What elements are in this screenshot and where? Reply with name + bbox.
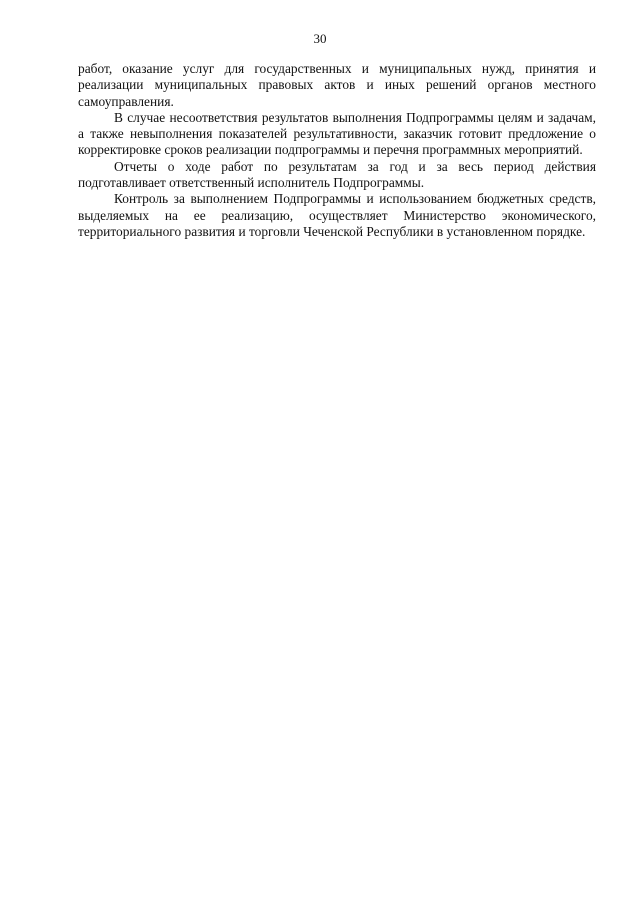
document-body xyxy=(78,61,596,240)
paragraph-control: Контроль за выполнением Подпрограммы и использованием бюджетных средств, выделяемых на ее реализацию, осуществляет Министерство экономического, территориального развития и торговли Чеченской Республики в установленном порядке. xyxy=(78,191,596,239)
paragraph-reports: Отчеты о ходе работ по результатам за год и за весь период действия подготавливает ответственный исполнитель Подпрограммы. xyxy=(78,158,596,191)
page-number: 30 xyxy=(313,31,327,46)
paragraph-mismatch-case: В случае несоответствия результатов выполнения Подпрограммы целям и задачам, а также невыполнения показателей результативности, заказчик готовит предложение о корректировке сроков реализации подпрограммы и перечня программных мероприятий. xyxy=(78,109,596,158)
paragraph-continuation: работ, оказание услуг для государственных и муниципальных нужд, принятия и реализации муниципальных правовых актов и иных решений органов местного самоуправления. xyxy=(78,61,596,109)
